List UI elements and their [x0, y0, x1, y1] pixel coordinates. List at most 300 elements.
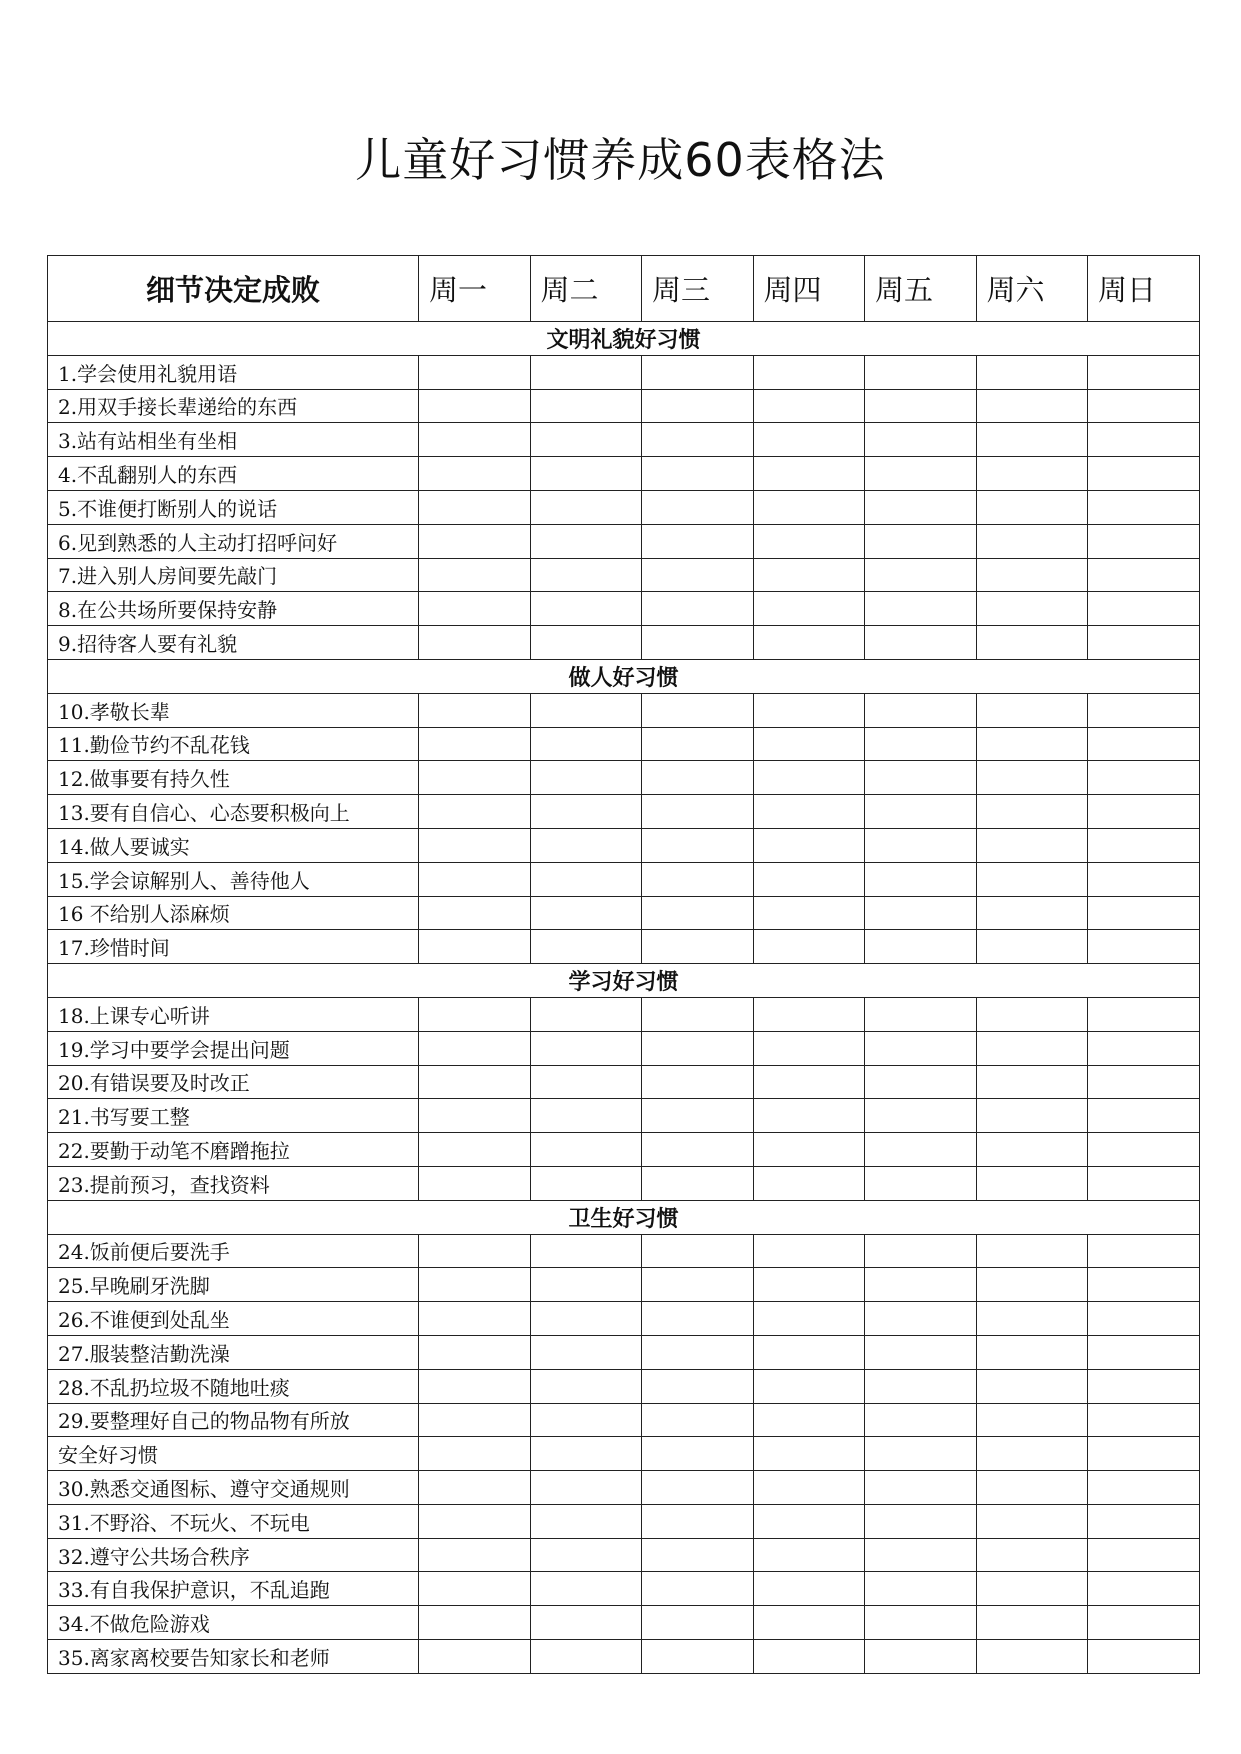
check-cell[interactable] — [530, 862, 642, 896]
check-cell[interactable] — [530, 1504, 642, 1538]
check-cell[interactable] — [642, 727, 754, 761]
check-cell[interactable] — [976, 1099, 1088, 1133]
check-cell[interactable] — [1088, 1572, 1200, 1606]
check-cell[interactable] — [753, 1403, 865, 1437]
habit-label: 18.上课专心听讲 — [48, 997, 419, 1031]
check-cell[interactable] — [753, 930, 865, 964]
check-cell[interactable] — [753, 1606, 865, 1640]
habit-row — [48, 896, 1200, 930]
check-cell[interactable] — [419, 693, 531, 727]
check-cell[interactable] — [642, 592, 754, 626]
check-cell[interactable] — [1088, 626, 1200, 660]
habit-row — [48, 1234, 1200, 1268]
day-header-sat: 周六 — [976, 256, 1088, 322]
habit-label: 8.在公共场所要保持安静 — [48, 592, 419, 626]
check-cell[interactable] — [1088, 389, 1200, 423]
check-cell[interactable] — [530, 930, 642, 964]
check-cell[interactable] — [530, 761, 642, 795]
check-cell[interactable] — [976, 727, 1088, 761]
check-cell[interactable] — [419, 795, 531, 829]
check-cell[interactable] — [642, 1504, 754, 1538]
check-cell[interactable] — [642, 558, 754, 592]
check-cell[interactable] — [976, 457, 1088, 491]
check-cell[interactable] — [419, 1640, 531, 1674]
check-cell[interactable] — [865, 1065, 977, 1099]
check-cell[interactable] — [976, 862, 1088, 896]
habit-label: 31.不野浴、不玩火、不玩电 — [48, 1504, 419, 1538]
check-cell[interactable] — [1088, 423, 1200, 457]
check-cell[interactable] — [753, 457, 865, 491]
check-cell[interactable] — [753, 1099, 865, 1133]
habit-label: 7.进入别人房间要先敲门 — [48, 558, 419, 592]
check-cell[interactable] — [753, 355, 865, 389]
check-cell[interactable] — [642, 1133, 754, 1167]
habit-label: 15.学会谅解别人、善待他人 — [48, 862, 419, 896]
check-cell[interactable] — [530, 423, 642, 457]
check-cell[interactable] — [419, 626, 531, 660]
check-cell[interactable] — [976, 930, 1088, 964]
check-cell[interactable] — [1088, 1099, 1200, 1133]
check-cell[interactable] — [976, 1369, 1088, 1403]
check-cell[interactable] — [419, 558, 531, 592]
habit-row — [48, 1031, 1200, 1065]
check-cell[interactable] — [753, 1065, 865, 1099]
check-cell[interactable] — [419, 490, 531, 524]
check-cell[interactable] — [1088, 1369, 1200, 1403]
habit-label: 17.珍惜时间 — [48, 930, 419, 964]
check-cell[interactable] — [642, 1302, 754, 1336]
check-cell[interactable] — [976, 1065, 1088, 1099]
check-cell[interactable] — [753, 490, 865, 524]
habit-row — [48, 1335, 1200, 1369]
check-cell[interactable] — [976, 1302, 1088, 1336]
check-cell[interactable] — [753, 1369, 865, 1403]
check-cell[interactable] — [642, 1538, 754, 1572]
day-header-fri: 周五 — [865, 256, 977, 322]
check-cell[interactable] — [753, 727, 865, 761]
check-cell[interactable] — [642, 524, 754, 558]
check-cell[interactable] — [419, 1065, 531, 1099]
check-cell[interactable] — [865, 1166, 977, 1200]
check-cell[interactable] — [530, 355, 642, 389]
check-cell[interactable] — [865, 727, 977, 761]
check-cell[interactable] — [530, 1268, 642, 1302]
check-cell[interactable] — [865, 1268, 977, 1302]
check-cell[interactable] — [642, 1437, 754, 1471]
check-cell[interactable] — [865, 524, 977, 558]
check-cell[interactable] — [753, 1335, 865, 1369]
habit-row — [48, 1369, 1200, 1403]
check-cell[interactable] — [865, 592, 977, 626]
check-cell[interactable] — [642, 355, 754, 389]
check-cell[interactable] — [976, 795, 1088, 829]
check-cell[interactable] — [1088, 558, 1200, 592]
check-cell[interactable] — [419, 1268, 531, 1302]
check-cell[interactable] — [1088, 1538, 1200, 1572]
check-cell[interactable] — [1088, 355, 1200, 389]
check-cell[interactable] — [976, 389, 1088, 423]
section-title: 文明礼貌好习惯 — [48, 322, 1200, 356]
check-cell[interactable] — [530, 1302, 642, 1336]
check-cell[interactable] — [976, 828, 1088, 862]
habit-label: 33.有自我保护意识，不乱追跑 — [48, 1572, 419, 1606]
check-cell[interactable] — [865, 1640, 977, 1674]
check-cell[interactable] — [419, 423, 531, 457]
check-cell[interactable] — [419, 389, 531, 423]
check-cell[interactable] — [1088, 1640, 1200, 1674]
check-cell[interactable] — [419, 828, 531, 862]
check-cell[interactable] — [976, 1471, 1088, 1505]
check-cell[interactable] — [1088, 524, 1200, 558]
check-cell[interactable] — [1088, 930, 1200, 964]
corner-header: 细节决定成败 — [48, 256, 419, 322]
habit-row — [48, 727, 1200, 761]
check-cell[interactable] — [419, 1335, 531, 1369]
habit-label: 9.招待客人要有礼貌 — [48, 626, 419, 660]
section-title: 卫生好习惯 — [48, 1200, 1200, 1234]
check-cell[interactable] — [530, 1065, 642, 1099]
check-cell[interactable] — [1088, 1031, 1200, 1065]
check-cell[interactable] — [530, 1031, 642, 1065]
habit-row — [48, 795, 1200, 829]
check-cell[interactable] — [530, 558, 642, 592]
habit-label: 10.孝敬长辈 — [48, 693, 419, 727]
check-cell[interactable] — [419, 592, 531, 626]
check-cell[interactable] — [642, 1065, 754, 1099]
habit-label: 27.服装整洁勤洗澡 — [48, 1335, 419, 1369]
check-cell[interactable] — [642, 761, 754, 795]
check-cell[interactable] — [753, 1166, 865, 1200]
habit-label: 28.不乱扔垃圾不随地吐痰 — [48, 1369, 419, 1403]
check-cell[interactable] — [753, 795, 865, 829]
check-cell[interactable] — [1088, 693, 1200, 727]
habit-label: 32.遵守公共场合秩序 — [48, 1538, 419, 1572]
check-cell[interactable] — [1088, 1302, 1200, 1336]
check-cell[interactable] — [419, 524, 531, 558]
check-cell[interactable] — [642, 490, 754, 524]
habit-label: 4.不乱翻别人的东西 — [48, 457, 419, 491]
habit-label: 12.做事要有持久性 — [48, 761, 419, 795]
check-cell[interactable] — [642, 1369, 754, 1403]
check-cell[interactable] — [976, 592, 1088, 626]
check-cell[interactable] — [530, 1234, 642, 1268]
check-cell[interactable] — [1088, 1403, 1200, 1437]
check-cell[interactable] — [642, 997, 754, 1031]
check-cell[interactable] — [419, 862, 531, 896]
check-cell[interactable] — [1088, 490, 1200, 524]
check-cell[interactable] — [865, 423, 977, 457]
check-cell[interactable] — [642, 389, 754, 423]
check-cell[interactable] — [642, 862, 754, 896]
check-cell[interactable] — [865, 1403, 977, 1437]
check-cell[interactable] — [1088, 1471, 1200, 1505]
check-cell[interactable] — [530, 389, 642, 423]
check-cell[interactable] — [753, 693, 865, 727]
check-cell[interactable] — [1088, 1133, 1200, 1167]
check-cell[interactable] — [419, 997, 531, 1031]
check-cell[interactable] — [976, 1606, 1088, 1640]
check-cell[interactable] — [753, 1538, 865, 1572]
check-cell[interactable] — [865, 862, 977, 896]
check-cell[interactable] — [642, 1234, 754, 1268]
check-cell[interactable] — [642, 795, 754, 829]
check-cell[interactable] — [1088, 1335, 1200, 1369]
check-cell[interactable] — [530, 896, 642, 930]
check-cell[interactable] — [865, 1031, 977, 1065]
check-cell[interactable] — [976, 355, 1088, 389]
check-cell[interactable] — [865, 1335, 977, 1369]
check-cell[interactable] — [865, 1471, 977, 1505]
check-cell[interactable] — [1088, 862, 1200, 896]
check-cell[interactable] — [976, 558, 1088, 592]
check-cell[interactable] — [530, 1572, 642, 1606]
check-cell[interactable] — [753, 828, 865, 862]
check-cell[interactable] — [865, 896, 977, 930]
check-cell[interactable] — [1088, 1606, 1200, 1640]
habit-label: 21.书写要工整 — [48, 1099, 419, 1133]
check-cell[interactable] — [865, 1133, 977, 1167]
check-cell[interactable] — [419, 1572, 531, 1606]
check-cell[interactable] — [976, 524, 1088, 558]
check-cell[interactable] — [1088, 997, 1200, 1031]
check-cell[interactable] — [976, 1031, 1088, 1065]
check-cell[interactable] — [753, 1302, 865, 1336]
check-cell[interactable] — [419, 761, 531, 795]
check-cell[interactable] — [419, 1031, 531, 1065]
check-cell[interactable] — [976, 1437, 1088, 1471]
check-cell[interactable] — [753, 1031, 865, 1065]
check-cell[interactable] — [976, 1335, 1088, 1369]
check-cell[interactable] — [642, 1268, 754, 1302]
check-cell[interactable] — [642, 1606, 754, 1640]
check-cell[interactable] — [530, 795, 642, 829]
check-cell[interactable] — [865, 626, 977, 660]
check-cell[interactable] — [419, 727, 531, 761]
check-cell[interactable] — [865, 1369, 977, 1403]
check-cell[interactable] — [753, 558, 865, 592]
check-cell[interactable] — [642, 1572, 754, 1606]
check-cell[interactable] — [865, 1606, 977, 1640]
check-cell[interactable] — [865, 930, 977, 964]
check-cell[interactable] — [865, 1234, 977, 1268]
check-cell[interactable] — [530, 626, 642, 660]
check-cell[interactable] — [753, 862, 865, 896]
check-cell[interactable] — [419, 1133, 531, 1167]
check-cell[interactable] — [976, 1538, 1088, 1572]
check-cell[interactable] — [1088, 1234, 1200, 1268]
day-header-thu: 周四 — [753, 256, 865, 322]
check-cell[interactable] — [642, 1166, 754, 1200]
check-cell[interactable] — [753, 423, 865, 457]
habit-label: 25.早晚刷牙洗脚 — [48, 1268, 419, 1302]
check-cell[interactable] — [642, 457, 754, 491]
check-cell[interactable] — [642, 1099, 754, 1133]
check-cell[interactable] — [753, 592, 865, 626]
check-cell[interactable] — [976, 490, 1088, 524]
check-cell[interactable] — [1088, 896, 1200, 930]
check-cell[interactable] — [530, 1437, 642, 1471]
day-header-tue: 周二 — [530, 256, 642, 322]
check-cell[interactable] — [530, 1335, 642, 1369]
check-cell[interactable] — [1088, 1268, 1200, 1302]
habit-label: 22.要勤于动笔不磨蹭拖拉 — [48, 1133, 419, 1167]
check-cell[interactable] — [642, 1640, 754, 1674]
check-cell[interactable] — [530, 1538, 642, 1572]
check-cell[interactable] — [976, 1234, 1088, 1268]
check-cell[interactable] — [976, 1403, 1088, 1437]
check-cell[interactable] — [419, 1538, 531, 1572]
check-cell[interactable] — [642, 423, 754, 457]
check-cell[interactable] — [419, 1166, 531, 1200]
check-cell[interactable] — [976, 1504, 1088, 1538]
check-cell[interactable] — [865, 1099, 977, 1133]
check-cell[interactable] — [419, 1437, 531, 1471]
check-cell[interactable] — [753, 1133, 865, 1167]
habit-label: 35.离家离校要告知家长和老师 — [48, 1640, 419, 1674]
check-cell[interactable] — [530, 693, 642, 727]
check-cell[interactable] — [1088, 727, 1200, 761]
check-cell[interactable] — [530, 828, 642, 862]
check-cell[interactable] — [976, 1166, 1088, 1200]
check-cell[interactable] — [865, 389, 977, 423]
check-cell[interactable] — [976, 1640, 1088, 1674]
check-cell[interactable] — [419, 930, 531, 964]
check-cell[interactable] — [976, 761, 1088, 795]
check-cell[interactable] — [1088, 1166, 1200, 1200]
check-cell[interactable] — [865, 355, 977, 389]
check-cell[interactable] — [976, 1572, 1088, 1606]
check-cell[interactable] — [865, 795, 977, 829]
check-cell[interactable] — [419, 1403, 531, 1437]
check-cell[interactable] — [530, 1403, 642, 1437]
habit-row — [48, 761, 1200, 795]
check-cell[interactable] — [865, 490, 977, 524]
check-cell[interactable] — [642, 828, 754, 862]
check-cell[interactable] — [419, 457, 531, 491]
habit-label: 13.要有自信心、心态要积极向上 — [48, 795, 419, 829]
check-cell[interactable] — [753, 1437, 865, 1471]
check-cell[interactable] — [1088, 457, 1200, 491]
check-cell[interactable] — [1088, 795, 1200, 829]
check-cell[interactable] — [530, 1640, 642, 1674]
check-cell[interactable] — [419, 1369, 531, 1403]
check-cell[interactable] — [642, 930, 754, 964]
check-cell[interactable] — [753, 761, 865, 795]
check-cell[interactable] — [753, 997, 865, 1031]
check-cell[interactable] — [865, 1572, 977, 1606]
check-cell[interactable] — [976, 693, 1088, 727]
habit-label: 2.用双手接长辈递给的东西 — [48, 389, 419, 423]
check-cell[interactable] — [419, 1099, 531, 1133]
day-header-wed: 周三 — [642, 256, 754, 322]
habit-row — [48, 930, 1200, 964]
check-cell[interactable] — [753, 1471, 865, 1505]
check-cell[interactable] — [865, 558, 977, 592]
check-cell[interactable] — [753, 1572, 865, 1606]
check-cell[interactable] — [642, 1335, 754, 1369]
check-cell[interactable] — [865, 1504, 977, 1538]
check-cell[interactable] — [530, 1606, 642, 1640]
check-cell[interactable] — [419, 1302, 531, 1336]
check-cell[interactable] — [642, 896, 754, 930]
check-cell[interactable] — [865, 1538, 977, 1572]
check-cell[interactable] — [865, 1302, 977, 1336]
check-cell[interactable] — [530, 592, 642, 626]
check-cell[interactable] — [753, 626, 865, 660]
header-row — [48, 256, 1200, 322]
check-cell[interactable] — [865, 1437, 977, 1471]
check-cell[interactable] — [1088, 828, 1200, 862]
check-cell[interactable] — [753, 1268, 865, 1302]
check-cell[interactable] — [642, 626, 754, 660]
habit-row — [48, 1606, 1200, 1640]
check-cell[interactable] — [530, 1369, 642, 1403]
habit-label: 29.要整理好自己的物品物有所放 — [48, 1403, 419, 1437]
check-cell[interactable] — [976, 1268, 1088, 1302]
check-cell[interactable] — [530, 727, 642, 761]
check-cell[interactable] — [530, 1471, 642, 1505]
check-cell[interactable] — [753, 896, 865, 930]
check-cell[interactable] — [419, 896, 531, 930]
check-cell[interactable] — [865, 761, 977, 795]
check-cell[interactable] — [865, 457, 977, 491]
check-cell[interactable] — [419, 1504, 531, 1538]
check-cell[interactable] — [642, 1471, 754, 1505]
habit-label: 19.学习中要学会提出问题 — [48, 1031, 419, 1065]
check-cell[interactable] — [753, 1504, 865, 1538]
check-cell[interactable] — [976, 1133, 1088, 1167]
habit-row — [48, 1437, 1200, 1471]
check-cell[interactable] — [976, 896, 1088, 930]
check-cell[interactable] — [753, 1234, 865, 1268]
habit-row — [48, 626, 1200, 660]
check-cell[interactable] — [865, 693, 977, 727]
check-cell[interactable] — [530, 1166, 642, 1200]
habit-row — [48, 997, 1200, 1031]
check-cell[interactable] — [976, 626, 1088, 660]
check-cell[interactable] — [976, 997, 1088, 1031]
check-cell[interactable] — [419, 1234, 531, 1268]
check-cell[interactable] — [1088, 1065, 1200, 1099]
check-cell[interactable] — [530, 457, 642, 491]
check-cell[interactable] — [419, 355, 531, 389]
check-cell[interactable] — [642, 1403, 754, 1437]
check-cell[interactable] — [530, 1099, 642, 1133]
check-cell[interactable] — [642, 1031, 754, 1065]
check-cell[interactable] — [530, 997, 642, 1031]
habit-table — [47, 255, 1200, 1674]
check-cell[interactable] — [1088, 1437, 1200, 1471]
check-cell[interactable] — [753, 389, 865, 423]
check-cell[interactable] — [865, 997, 977, 1031]
check-cell[interactable] — [1088, 761, 1200, 795]
check-cell[interactable] — [530, 524, 642, 558]
check-cell[interactable] — [865, 828, 977, 862]
check-cell[interactable] — [976, 423, 1088, 457]
check-cell[interactable] — [753, 1640, 865, 1674]
check-cell[interactable] — [642, 693, 754, 727]
check-cell[interactable] — [530, 490, 642, 524]
check-cell[interactable] — [419, 1471, 531, 1505]
habit-label: 安全好习惯 — [48, 1437, 419, 1471]
check-cell[interactable] — [753, 524, 865, 558]
check-cell[interactable] — [530, 1133, 642, 1167]
check-cell[interactable] — [1088, 1504, 1200, 1538]
habit-row — [48, 1572, 1200, 1606]
check-cell[interactable] — [419, 1606, 531, 1640]
habit-row — [48, 1099, 1200, 1133]
check-cell[interactable] — [1088, 592, 1200, 626]
